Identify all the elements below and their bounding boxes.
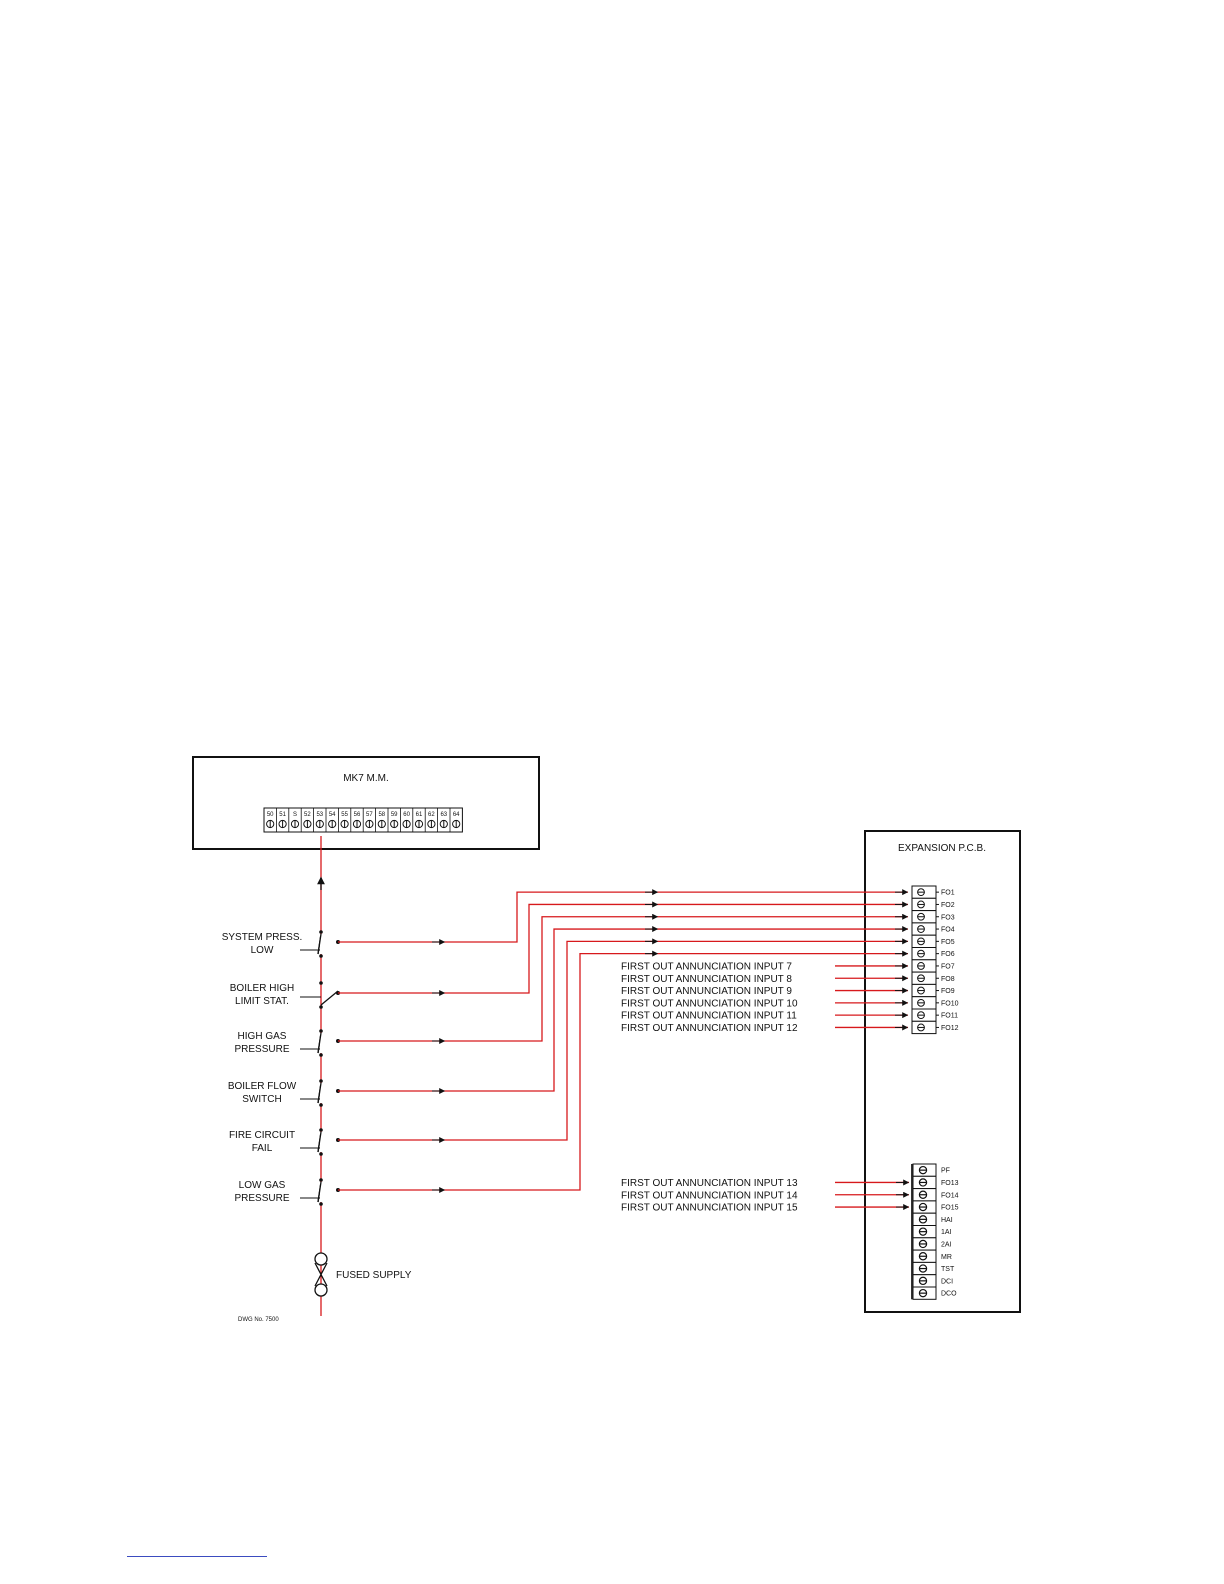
annunciation-input-label: FIRST OUT ANNUNCIATION INPUT 9 [621, 986, 792, 998]
mk7-terminal-label: 63 [440, 812, 448, 818]
expansion-terminal-label: FO2 [941, 901, 955, 909]
switch-label-line2: LIMIT STAT. [235, 996, 289, 1007]
annunciation-input-label: FIRST OUT ANNUNCIATION INPUT 11 [621, 1010, 797, 1022]
annunciation-input-label: FIRST OUT ANNUNCIATION INPUT 13 [621, 1177, 798, 1189]
expansion-terminal-label: FO7 [941, 963, 955, 971]
expansion-terminal-label: 1AI [941, 1229, 952, 1237]
switch-contact [319, 1005, 323, 1009]
annunciation-input-label: FIRST OUT ANNUNCIATION INPUT 15 [621, 1202, 798, 1214]
mk7-terminal-label: S [292, 812, 298, 818]
switch-label-line2: SWITCH [242, 1094, 282, 1105]
mk7-box [193, 757, 539, 849]
expansion-lower-terminals [911, 1164, 959, 1299]
switch-contact [319, 1053, 323, 1057]
expansion-terminal-label: 2AI [941, 1241, 952, 1249]
mk7-terminal-label: 64 [452, 812, 460, 818]
expansion-terminal-label: FO8 [941, 975, 955, 983]
switch-label-line2: LOW [250, 945, 274, 956]
mk7-terminal-label: 61 [415, 812, 423, 818]
wire-group [336, 892, 908, 1192]
expansion-terminal-label: FO6 [941, 951, 955, 959]
mk7-terminal-label: 55 [341, 812, 348, 818]
switch-label-line1: BOILER HIGH [229, 983, 295, 994]
mk7-title: MK7 M.M. [343, 773, 389, 784]
fuse-top-terminal [315, 1253, 327, 1265]
switch-contact [319, 1079, 323, 1083]
switch-label-line1: LOW GAS [238, 1180, 286, 1191]
mk7-terminal-label: 52 [304, 812, 311, 818]
annunciation-input-label: FIRST OUT ANNUNCIATION INPUT 10 [621, 998, 798, 1010]
switch-label-line1: FIRE CIRCUIT [228, 1130, 296, 1141]
annunciation-input-label: FIRST OUT ANNUNCIATION INPUT 8 [621, 973, 792, 985]
expansion-terminal-label: FO5 [941, 938, 955, 946]
switch-contact [319, 1202, 323, 1206]
mk7-terminal-label: 53 [316, 812, 324, 818]
expansion-terminal-label: FO15 [941, 1204, 959, 1212]
switch-contact [319, 981, 323, 985]
switch-contact [319, 1103, 323, 1107]
expansion-terminal-label: FO1 [941, 889, 955, 897]
expansion-terminal-label: FO12 [941, 1024, 959, 1032]
annunciation-input-label: FIRST OUT ANNUNCIATION INPUT 7 [621, 961, 792, 973]
mk7-terminal-label: 51 [279, 812, 286, 818]
switch-contact [319, 954, 323, 958]
switch-label-line2: FAIL [251, 1143, 273, 1154]
switch-label-line1: BOILER FLOW [227, 1081, 297, 1092]
switch-contact [319, 1128, 323, 1132]
expansion-terminal-label: FO11 [941, 1012, 958, 1020]
annunciation-input-label: FIRST OUT ANNUNCIATION INPUT 14 [621, 1190, 798, 1202]
annunciation-input-label: FIRST OUT ANNUNCIATION INPUT 12 [621, 1022, 798, 1034]
switch-contact [319, 930, 323, 934]
mk7-terminal-label: 50 [266, 812, 274, 818]
mk7-terminal-label: 59 [390, 812, 398, 818]
expansion-terminal-label: FO14 [941, 1192, 959, 1200]
switch-label-line1: SYSTEM PRESS. [221, 932, 303, 943]
expansion-terminal-label: DCO [941, 1290, 957, 1298]
expansion-terminal-label: TST [941, 1266, 955, 1274]
expansion-upper-terminals [912, 886, 959, 1034]
mk7-terminal-label: 62 [428, 812, 435, 818]
expansion-terminal-label: FO4 [941, 926, 955, 934]
switch-contact [319, 1178, 323, 1182]
footer-link-underline[interactable] [127, 1556, 267, 1557]
expansion-terminal-label: PF [941, 1167, 950, 1175]
expansion-terminal-label: MR [941, 1253, 952, 1261]
expansion-terminal-label: FO13 [941, 1179, 959, 1187]
fuse-bottom-terminal [315, 1284, 327, 1296]
expansion-terminal-label: DCI [941, 1278, 954, 1286]
switch-label-line2: PRESSURE [234, 1044, 290, 1055]
switch-contact [319, 1152, 323, 1156]
fused-supply-label: FUSED SUPPLY [336, 1270, 412, 1281]
mk7-terminal-strip [264, 808, 462, 832]
switch-blade [321, 991, 338, 1005]
expansion-terminal-label: HAI [941, 1216, 953, 1224]
mk7-terminal-label: 54 [328, 812, 336, 818]
mk7-terminal-label: 57 [366, 812, 373, 818]
switch-label-line1: HIGH GAS [237, 1031, 287, 1042]
expansion-terminal-label: FO3 [941, 914, 955, 922]
expansion-terminal-label: FO10 [941, 1000, 959, 1008]
switch-contact [319, 1029, 323, 1033]
mk7-terminal-label: 58 [378, 812, 386, 818]
switch-label-line2: PRESSURE [234, 1193, 290, 1204]
expansion-terminal-label: FO9 [941, 988, 955, 996]
mk7-terminal-label: 56 [353, 812, 361, 818]
expansion-title: EXPANSION P.C.B. [898, 843, 986, 854]
mk7-terminal-label: 60 [403, 812, 410, 818]
drawing-number: DWG No. 7500 [238, 1317, 279, 1323]
